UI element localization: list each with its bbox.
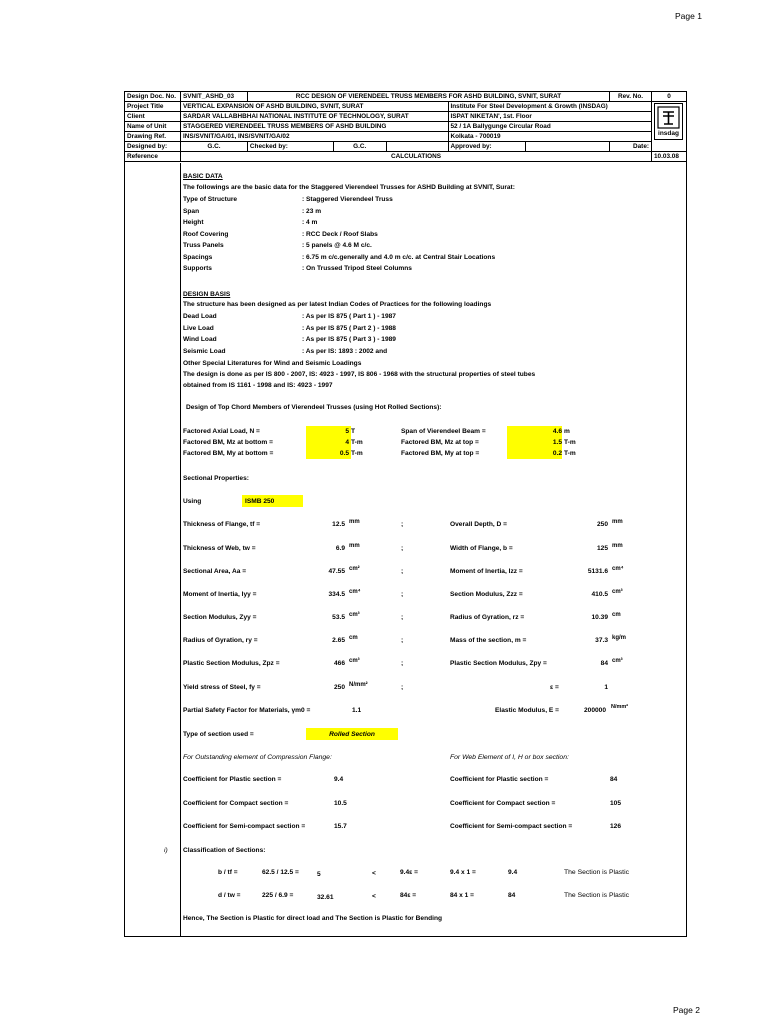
design-basis-line-1: Other Special Literatures for Wind and Seismic Loadings: [183, 360, 362, 367]
property-separator: ;: [401, 637, 404, 644]
elastic-modulus-label: Elastic Modulus, E =: [495, 707, 559, 714]
flange-coeff-heading: For Outstanding element of Compression Flange:: [183, 754, 332, 761]
drawing-label: Drawing Ref.: [125, 132, 181, 142]
property-label: Sectional Area, Aa =: [183, 568, 247, 575]
property-label: Plastic Section Modulus, Zpy =: [450, 660, 547, 667]
checked-label: Checked by:: [247, 142, 333, 152]
basic-data-value: : Staggered Vierendeel Truss: [302, 196, 393, 203]
page-frame: [124, 91, 687, 937]
coefficient-label: Coefficient for Plastic section =: [450, 776, 549, 783]
my-top-unit: T-m: [564, 450, 576, 457]
calculations-label: CALCULATIONS: [180, 152, 651, 162]
header-table: [124, 91, 687, 162]
classification-operator: <: [372, 870, 376, 877]
mz-top-value[interactable]: 1.5: [552, 439, 562, 446]
coefficient-label: Coefficient for Semi-compact section =: [450, 823, 573, 830]
doc-no-label: Design Doc. No.: [125, 92, 181, 102]
property-label: Moment of Inertia, Izz =: [450, 568, 523, 575]
coefficient-flange-value: 15.7: [334, 823, 347, 830]
my-top-label: Factored BM, My at top =: [401, 450, 480, 457]
reference-label: Reference: [125, 152, 181, 162]
property-unit: cm²: [349, 566, 360, 572]
classification-value: 32.61: [317, 894, 334, 901]
design-basis-value: : As per IS 875 ( Part 3 ) - 1989: [302, 336, 396, 344]
basic-data-label: Span: [183, 207, 200, 215]
property-separator: ;: [401, 545, 404, 552]
basic-data-label: Truss Panels: [183, 242, 224, 249]
basic-data-label: Height: [183, 219, 204, 226]
property-value: 1: [604, 684, 608, 691]
page-number-bottom: Page 2: [673, 1005, 700, 1015]
design-basis-line-3: obtained from IS 1161 - 1998 and IS: 4923 - 1997: [183, 382, 333, 389]
coefficient-label: Coefficient for Compact section =: [183, 800, 289, 807]
gamma-label: Partial Safety Factor for Materials, γm0 =: [183, 707, 311, 714]
basic-data-value: : 6.75 m c/c.generally and 4.0 m c/c. at Central Stair Locations: [302, 253, 496, 261]
doc-no: SVNIT_ASHD_03: [180, 92, 247, 102]
classification-ratio: d / tw =: [218, 892, 241, 899]
property-unit: N/mm²: [349, 682, 368, 688]
basic-data-label: Supports: [183, 265, 212, 272]
institute-line-4: Kolkata - 700019: [448, 132, 652, 142]
design-basis-heading: DESIGN BASIS: [183, 291, 231, 298]
property-unit: mm: [349, 519, 360, 525]
elastic-modulus-unit: N/mm²: [611, 704, 629, 710]
checked-by: G.C.: [333, 142, 386, 152]
property-label: Radius of Gyration, rz =: [450, 614, 525, 621]
property-unit: mm: [612, 543, 623, 549]
classification-limit-value: 9.4: [508, 869, 518, 876]
page-number-top: Page 1: [675, 11, 702, 21]
property-value: 47.55: [328, 568, 345, 575]
classification-limit-calc: 84 x 1 =: [450, 892, 475, 899]
classification-value: 5: [317, 871, 321, 878]
property-value: 10.39: [591, 614, 608, 621]
date: 10.03.08: [652, 152, 687, 162]
property-label: Yield stress of Steel, fy =: [183, 684, 261, 691]
property-value: 250: [333, 684, 345, 691]
mz-bottom-unit: T-m: [351, 439, 363, 446]
property-value: 2.65: [332, 637, 345, 644]
span-unit: m: [564, 428, 570, 435]
design-basis-label: Wind Load: [183, 336, 217, 344]
my-bottom-label: Factored BM, My at bottom =: [183, 450, 274, 457]
mz-top-label: Factored BM, Mz at top =: [401, 439, 479, 446]
institute-line-3: 52 / 1A Ballygunge Circular Road: [448, 122, 652, 132]
design-basis-line-2: The design is done as per IS 800 - 2007, IS: 4923 - 1997, IS 806 - 1968 with the structural properties of steel tubes: [183, 371, 536, 378]
coefficient-flange-value: 9.4: [334, 776, 344, 783]
basic-data-label: Roof Covering: [183, 230, 229, 238]
using-label: Using: [183, 498, 202, 505]
classification-calc: 62.5 / 12.5 =: [262, 869, 299, 876]
property-value: 6.9: [335, 545, 345, 552]
reference-column-divider: [180, 163, 181, 937]
insdag-logo: [654, 103, 683, 140]
property-separator: ;: [401, 684, 404, 691]
property-separator: ;: [401, 568, 404, 575]
property-label: Radius of Gyration, ry =: [183, 637, 258, 644]
property-unit: cm: [349, 635, 358, 641]
property-label: Plastic Section Modulus, Zpz =: [183, 660, 280, 667]
property-value: 84: [600, 660, 608, 667]
designed-by: G.C.: [180, 142, 247, 152]
logo-text: insdag: [658, 130, 679, 137]
property-unit: cm³: [349, 658, 360, 664]
basic-data-value: : 5 panels @ 4.6 M c/c.: [302, 242, 372, 249]
doc-title: RCC DESIGN OF VIERENDEEL TRUSS MEMBERS FOR ASHD BUILDING, SVNIT, SURAT: [247, 92, 609, 102]
property-unit: mm: [612, 519, 623, 525]
using-section[interactable]: ISMB 250: [245, 498, 275, 505]
classification-index: i): [164, 847, 168, 854]
basic-data-label: Spacings: [183, 253, 213, 261]
property-label: Thickness of Flange, tf =: [183, 521, 261, 528]
property-unit: cm³: [349, 612, 360, 618]
property-label: Moment of Inertia, Iyy =: [183, 591, 257, 598]
classification-operator: <: [372, 893, 376, 900]
basic-data-value: : 23 m: [302, 207, 322, 215]
property-value: 250: [596, 521, 608, 528]
property-label: Thickness of Web, tw =: [183, 545, 256, 552]
property-label: Section Modulus, Zzz =: [450, 591, 523, 598]
coefficient-label: Coefficient for Semi-compact section =: [183, 823, 306, 830]
coefficient-flange-value: 10.5: [334, 800, 347, 807]
axial-load-unit: T: [351, 428, 356, 435]
rev-label: Rev. No.: [610, 92, 652, 102]
web-coeff-heading: For Web Element of I, H or box section:: [450, 754, 569, 761]
project-title: VERTICAL EXPANSION OF ASHD BUILDING, SVNIT, SURAT: [180, 102, 448, 112]
coefficient-label: Coefficient for Compact section =: [450, 800, 556, 807]
basic-data-value: : On Trussed Tripod Steel Columns: [302, 265, 412, 272]
approved-label: Approved by:: [448, 142, 526, 152]
gamma-value: 1.1: [352, 707, 362, 714]
span-label: Span of Vierendeel Beam =: [401, 428, 486, 435]
mz-top-unit: T-m: [564, 439, 576, 446]
my-bottom-value[interactable]: 0.5: [339, 450, 349, 457]
basic-data-value: : 4 m: [302, 219, 318, 226]
property-separator: ;: [401, 614, 404, 621]
insdag-logo-icon: [655, 104, 682, 139]
classification-ratio: b / tf =: [218, 869, 238, 876]
axial-load-value[interactable]: 5: [345, 428, 349, 435]
property-unit: cm: [612, 612, 621, 618]
sectional-properties-heading: Sectional Properties:: [183, 475, 249, 482]
property-unit: cm³: [612, 589, 623, 595]
classification-result: The Section is Plastic: [564, 869, 629, 876]
classification-calc: 225 / 6.9 =: [262, 892, 294, 899]
property-label: Section Modulus, Zyy =: [183, 614, 257, 621]
property-value: 53.5: [332, 614, 345, 621]
classification-limit-calc: 9.4 x 1 =: [450, 869, 476, 876]
classification-limit-value: 84: [508, 892, 516, 899]
elastic-modulus-value: 200000: [584, 707, 607, 714]
property-label: Width of Flange, b =: [450, 545, 513, 552]
property-label: ε =: [550, 684, 559, 691]
design-basis-value: : As per IS 875 ( Part 2 ) - 1988: [302, 324, 396, 332]
property-value: 12.5: [332, 521, 345, 528]
basic-data-intro: The followings are the basic data for the Staggered Vierendeel Trusses for ASHD Building at SVNIT, Surat:: [183, 184, 515, 191]
property-unit: cm⁴: [349, 589, 361, 595]
basic-data-value: : RCC Deck / Roof Slabs: [302, 230, 378, 238]
property-value: 5131.6: [587, 568, 608, 575]
property-value: 466: [333, 660, 345, 667]
property-unit: kg/m: [612, 635, 627, 641]
property-value: 410.5: [591, 591, 608, 598]
mz-bottom-label: Factored BM, Mz at bottom =: [183, 439, 273, 446]
property-unit: mm: [349, 543, 360, 549]
coefficient-label: Coefficient for Plastic section =: [183, 776, 282, 783]
classification-conclusion: Hence, The Section is Plastic for direct load and The Section is Plastic for Bending: [183, 915, 443, 922]
top-chord-heading: Design of Top Chord Members of Vierendeel Trusses (using Hot Rolled Sections):: [186, 404, 442, 411]
property-separator: ;: [401, 591, 404, 598]
design-basis-label: Dead Load: [183, 313, 217, 320]
my-bottom-unit: T-m: [351, 450, 363, 457]
property-label: Mass of the section, m =: [450, 637, 527, 644]
classification-result: The Section is Plastic: [564, 892, 629, 899]
institute-line-1: Institute For Steel Development & Growth (INSDAG): [448, 102, 652, 112]
property-value: 334.5: [328, 591, 345, 598]
client: SARDAR VALLABHBHAI NATIONAL INSTITUTE OF TECHNOLOGY, SURAT: [180, 112, 448, 122]
date-label: Date:: [610, 142, 652, 152]
property-unit: cm⁴: [612, 566, 624, 572]
unit-label: Name of Unit: [125, 122, 181, 132]
client-label: Client: [125, 112, 181, 122]
coefficient-web-value: 84: [610, 776, 618, 783]
span-value[interactable]: 4.6: [552, 428, 562, 435]
design-basis-label: Live Load: [183, 324, 214, 332]
coefficient-web-value: 105: [610, 800, 622, 807]
designed-label: Designed by:: [125, 142, 181, 152]
basic-data-heading: BASIC DATA: [183, 173, 223, 180]
coefficient-web-value: 126: [610, 823, 622, 830]
design-basis-intro: The structure has been designed as per latest Indian Codes of Practices for the following loadings: [183, 301, 492, 308]
section-type-label: Type of section used =: [183, 731, 254, 738]
classification-limit: 84ε =: [400, 892, 417, 899]
institute-line-2: ISPAT NIKETAN', 1st. Floor: [448, 112, 652, 122]
unit: STAGGERED VIERENDEEL TRUSS MEMBERS OF ASHD BUILDING: [180, 122, 448, 132]
section-type-value[interactable]: Rolled Section: [329, 731, 375, 738]
property-label: Overall Depth, D =: [450, 521, 507, 528]
property-separator: ;: [401, 660, 404, 667]
design-basis-value: : As per IS 875 ( Part 1 ) - 1987: [302, 313, 396, 320]
property-value: 125: [596, 545, 608, 552]
classification-heading: Classification of Sections:: [183, 847, 266, 854]
property-value: 37.3: [595, 637, 608, 644]
mz-bottom-value[interactable]: 4: [345, 439, 349, 446]
my-top-value[interactable]: 0.2: [552, 450, 562, 457]
rev: 0: [652, 92, 687, 102]
design-basis-value: : As per IS: 1893 : 2002 and: [302, 348, 388, 356]
classification-limit: 9.4ε =: [400, 869, 418, 876]
axial-load-label: Factored Axial Load, N =: [183, 428, 260, 435]
design-basis-label: Seismic Load: [183, 348, 226, 356]
property-unit: cm³: [612, 658, 623, 664]
drawing-ref: INS/SVNIT/GA/01, INS/SVNIT/GA/02: [180, 132, 448, 142]
basic-data-label: Type of Structure: [183, 196, 238, 203]
project-label: Project Title: [125, 102, 181, 112]
property-separator: ;: [401, 521, 404, 528]
